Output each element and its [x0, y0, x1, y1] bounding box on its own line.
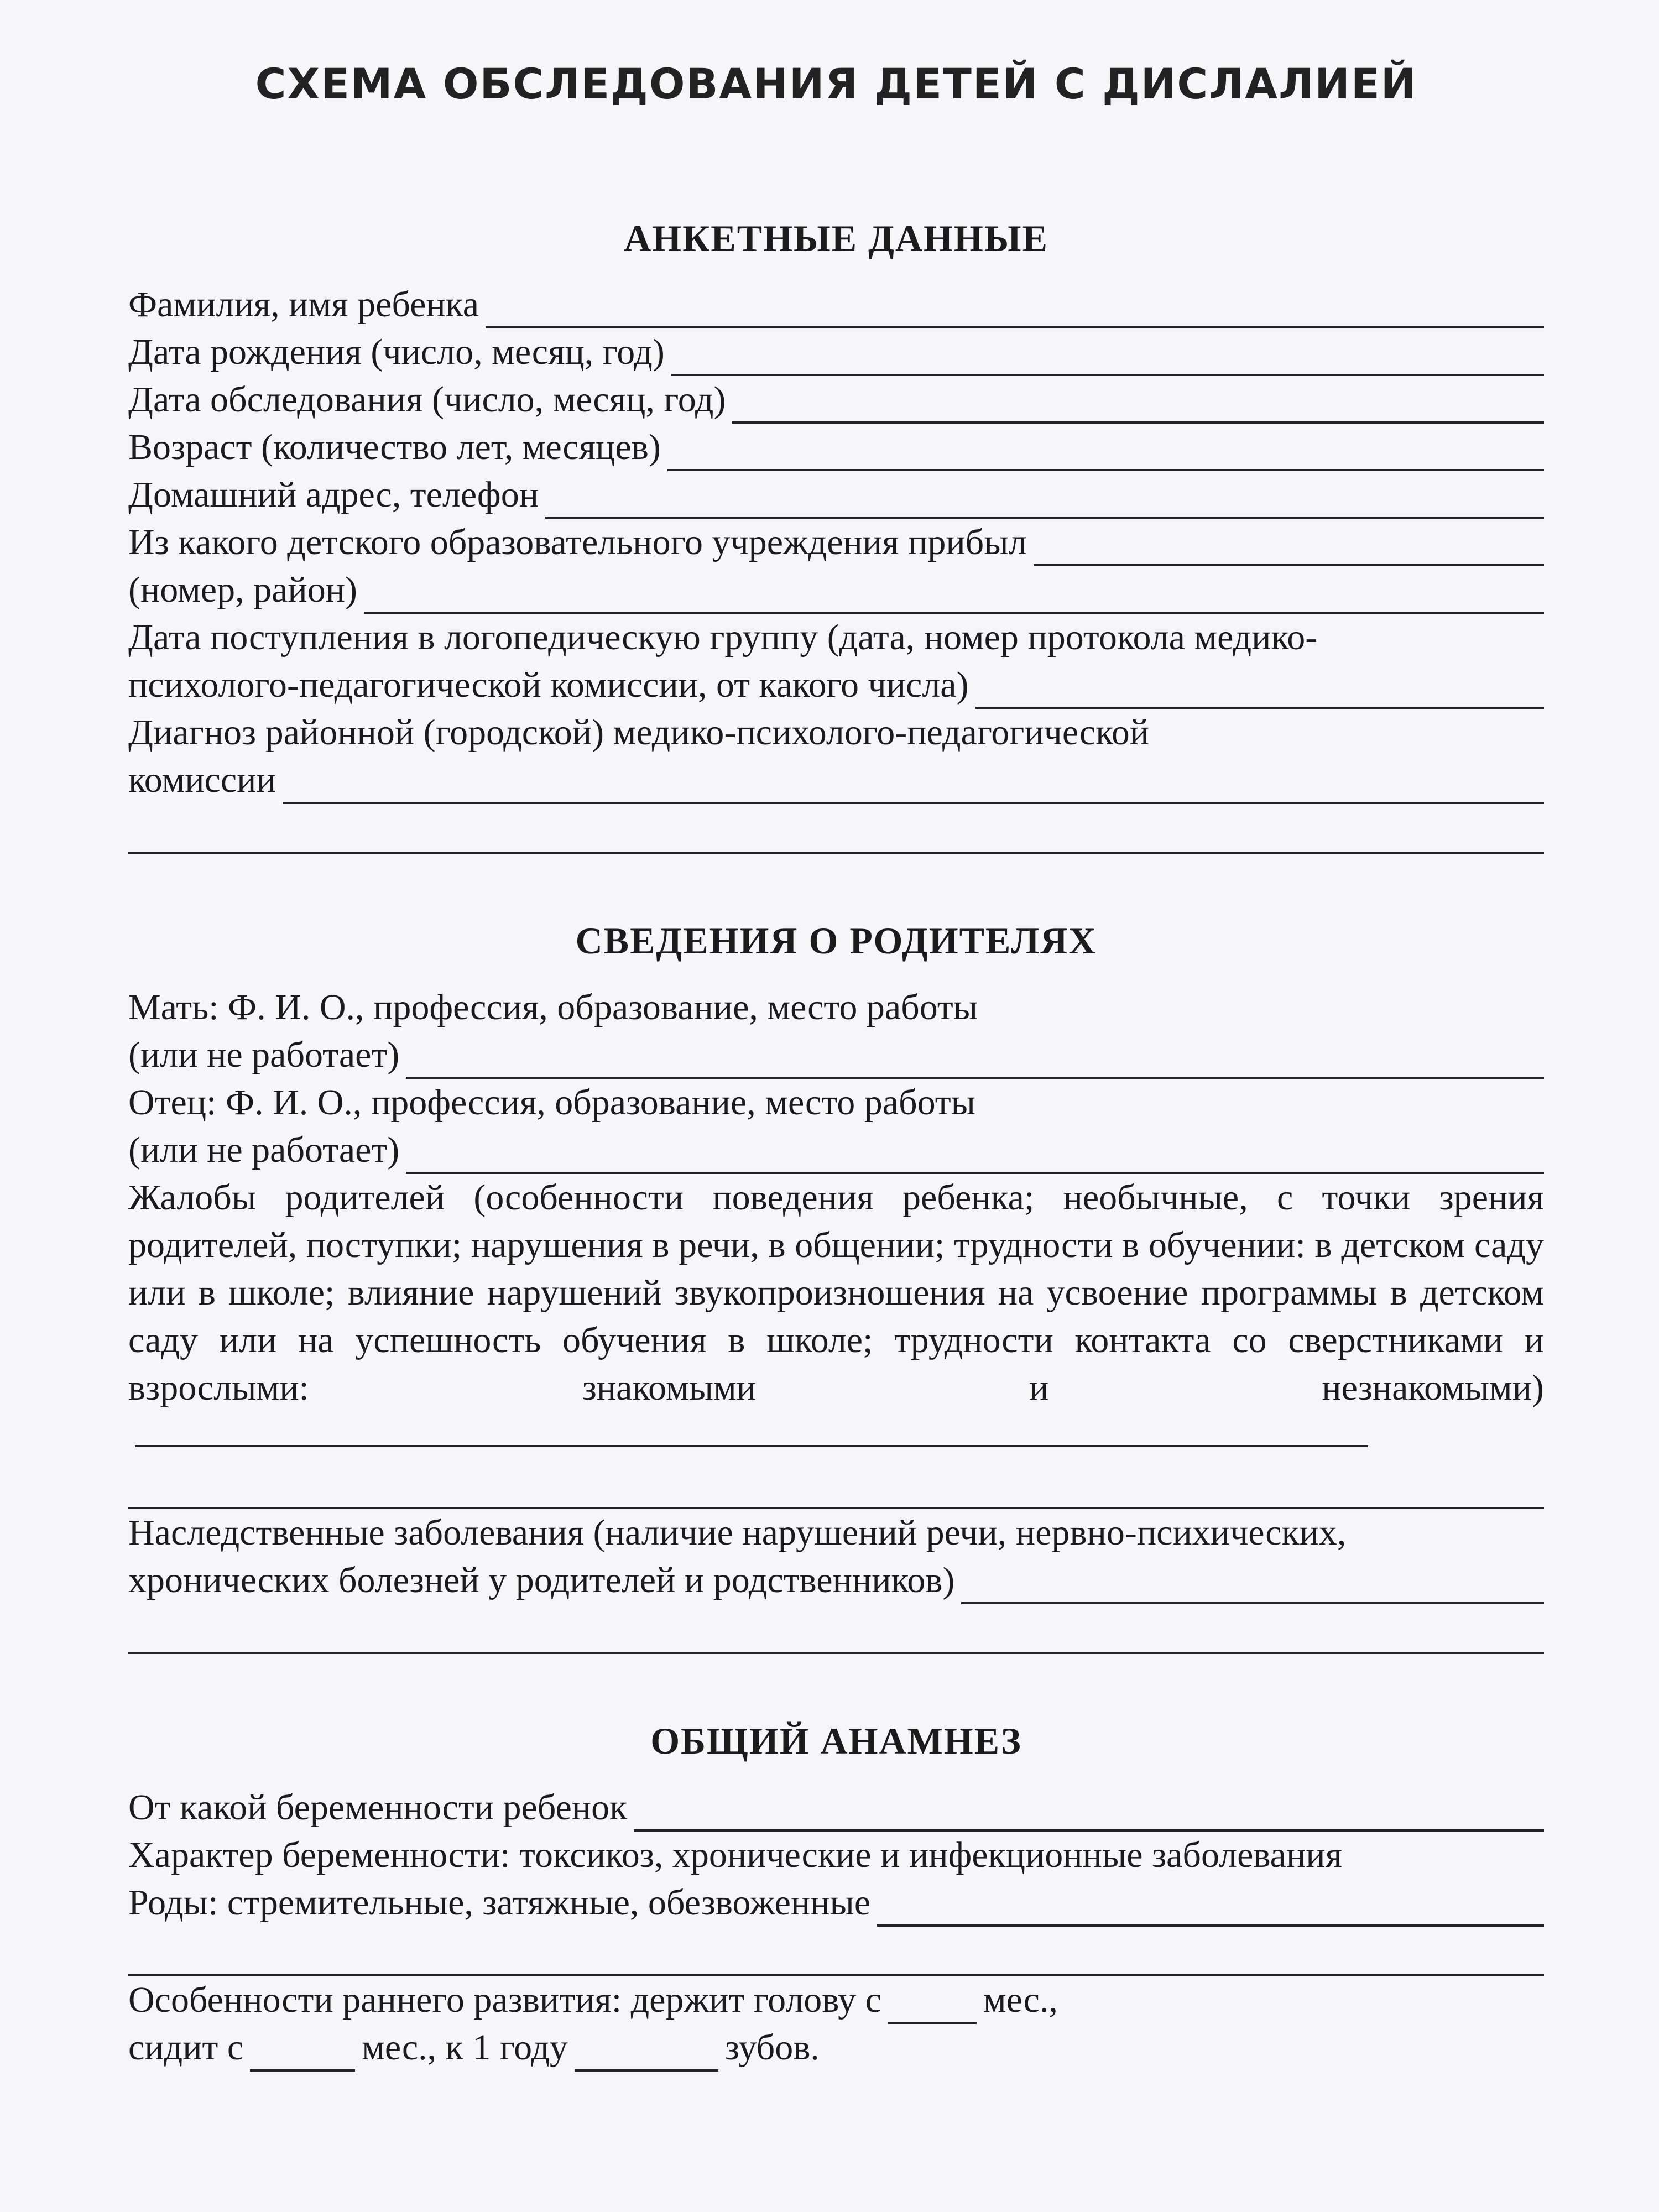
- answer-blank[interactable]: [877, 1892, 1544, 1927]
- section-title-parents: СВЕДЕНИЯ О РОДИТЕЛЯХ: [575, 920, 1097, 962]
- head-holding-months-blank[interactable]: [888, 1990, 977, 2024]
- form-line: комиссии: [128, 757, 1544, 804]
- answer-blank[interactable]: [1034, 532, 1544, 566]
- form-line: психолого-педагогической комиссии, от какого числа): [128, 661, 1544, 709]
- document-page: [128, 61, 1544, 2072]
- answer-blank[interactable]: [667, 437, 1544, 471]
- form-line: сидит с мес., к 1 году зубов.: [128, 2024, 1544, 2072]
- answer-blank[interactable]: [364, 580, 1544, 614]
- form-line: От какой беременности ребенок: [128, 1784, 1544, 1832]
- form-line: Отец: Ф. И. О., профессия, образование, место работы: [128, 1082, 975, 1123]
- answer-blank[interactable]: [671, 342, 1544, 376]
- form-line: Мать: Ф. И. О., профессия, образование, место работы: [128, 987, 978, 1028]
- answer-blank[interactable]: [975, 675, 1544, 709]
- answer-blank[interactable]: [406, 1140, 1544, 1174]
- answer-blank-full[interactable]: [128, 1927, 1544, 1976]
- complaints-paragraph: Жалобы родителей (особенности поведения ребенка; необычные, с точки зрения родителей, поступки; нарушения в речи, в общении; трудности в обучении: в детском саду или в школе; влияние нарушений звукопроизношения на усвоение программы в детском саду или на успешность обучения в школе; трудности контакта со сверстниками и взрослыми: знакомыми и незнакомыми): [128, 1174, 1544, 1459]
- answer-blank-full[interactable]: [128, 804, 1544, 854]
- answer-blank[interactable]: [135, 1413, 1368, 1447]
- page-title: СХЕМА ОБСЛЕДОВАНИЯ ДЕТЕЙ С ДИСЛАЛИЕЙ: [255, 59, 1417, 108]
- section-title-anamnesis: ОБЩИЙ АНАМНЕЗ: [650, 1720, 1022, 1762]
- teeth-count-blank[interactable]: [575, 2037, 718, 2072]
- form-line: Возраст (количество лет, месяцев): [128, 424, 1544, 471]
- form-line: Домашний адрес, телефон: [128, 471, 1544, 519]
- form-line: Диагноз районной (городской) медико-психолого-педагогической: [128, 712, 1150, 753]
- form-line: (номер, район): [128, 566, 1544, 614]
- answer-blank[interactable]: [283, 770, 1544, 804]
- answer-blank-full[interactable]: [128, 1459, 1544, 1509]
- form-line: Особенности раннего развития: держит голову с мес.,: [128, 1976, 1544, 2024]
- form-line: Характер беременности: токсикоз, хронические и инфекционные заболевания: [128, 1834, 1342, 1875]
- form-line: Дата поступления в логопедическую группу (дата, номер протокола медико-: [128, 617, 1318, 658]
- form-line: Из какого детского образовательного учреждения прибыл: [128, 519, 1544, 566]
- answer-blank[interactable]: [961, 1570, 1544, 1604]
- answer-blank-full[interactable]: [128, 1604, 1544, 1654]
- form-line: (или не работает): [128, 1126, 1544, 1174]
- sitting-months-blank[interactable]: [250, 2037, 355, 2072]
- answer-blank[interactable]: [406, 1045, 1544, 1079]
- form-line: Фамилия, имя ребенка: [128, 281, 1544, 328]
- form-line: (или не работает): [128, 1031, 1544, 1079]
- form-line: Дата обследования (число, месяц, год): [128, 376, 1544, 424]
- form-line: хронических болезней у родителей и родственников): [128, 1557, 1544, 1604]
- answer-blank[interactable]: [732, 389, 1544, 424]
- answer-blank[interactable]: [545, 484, 1544, 519]
- answer-blank[interactable]: [486, 294, 1544, 328]
- answer-blank[interactable]: [634, 1797, 1544, 1832]
- form-line: Дата рождения (число, месяц, год): [128, 328, 1544, 376]
- form-line: Наследственные заболевания (наличие нарушений речи, нервно-психических,: [128, 1512, 1347, 1553]
- form-line: Роды: стремительные, затяжные, обезвоженные: [128, 1879, 1544, 1927]
- section-title-personal-data: АНКЕТНЫЕ ДАННЫЕ: [624, 217, 1048, 259]
